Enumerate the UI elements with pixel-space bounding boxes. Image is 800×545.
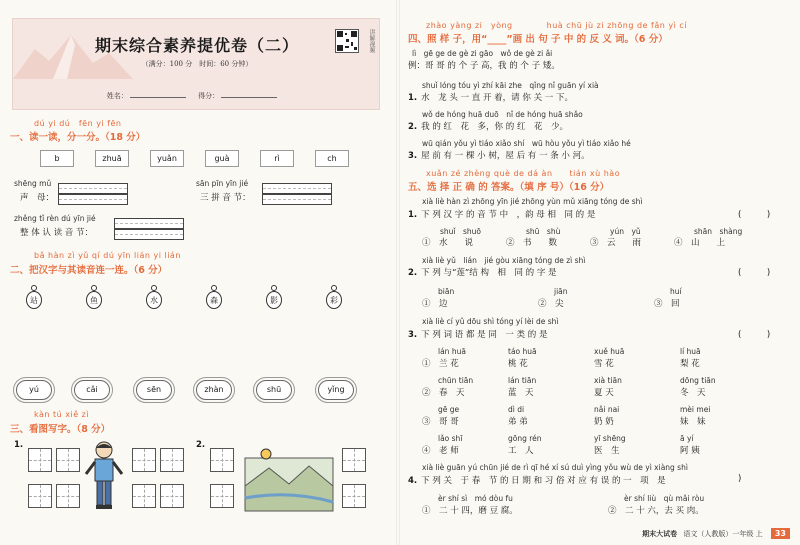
shengmu-answer-line[interactable] xyxy=(58,194,128,205)
q1-number: 1. xyxy=(14,440,24,450)
question: 1. 下 列 汉 字 的 音 节 中 ，韵 母 相 同 的 是 xyxy=(408,210,596,220)
example-text: 例：哥 哥 的 个 子 高，我 的 个 子 矮。 xyxy=(408,61,560,71)
exam-info: （满分：100 分 时间：60 分钟） xyxy=(141,60,253,68)
opt-pinyin: mèi mei xyxy=(680,405,711,414)
name-label: 姓名： xyxy=(106,92,128,100)
writing-grid[interactable] xyxy=(132,448,156,472)
section2-pinyin: bǎ hàn zì yǔ qí dú yīn lián yi lián xyxy=(34,251,181,260)
qr-code-icon[interactable] xyxy=(335,29,359,53)
zhengti-label: 整 体 认 读 音 节： xyxy=(20,228,94,238)
opt-pinyin: èr shí sì mó dòu fu xyxy=(438,494,513,503)
section4-title: 四、照 样 子，用“____”画 出 句 子 中 的 反 义 词。（6 分） xyxy=(408,34,668,45)
syllable-card[interactable]: b xyxy=(40,150,74,167)
shengmu-label: 声 母： xyxy=(20,193,55,203)
opt-pinyin: shān shàng xyxy=(694,227,743,236)
q-pinyin: xià liè cí yǔ dōu shì tóng yí lèi de shì xyxy=(422,317,559,326)
writing-grid[interactable] xyxy=(28,448,52,472)
section5-title: 五、选 择 正 确 的 答案。（填 序 号）（16 分） xyxy=(408,182,610,193)
option: 夏 天 xyxy=(594,388,614,398)
section4-pinyin: zhào yàng zi yòng huà chū jù zi zhōng de fǎn yì cí xyxy=(426,21,687,30)
option: 冬 天 xyxy=(680,388,706,398)
opt-pinyin: gōng rén xyxy=(508,434,542,443)
opt-pinyin: lǎo shī xyxy=(438,434,463,443)
writing-grid[interactable] xyxy=(56,484,80,508)
option: 工 人 xyxy=(508,446,534,456)
name-score-bar xyxy=(13,91,381,101)
section1-pinyin: dú yi dú fēn yi fēn xyxy=(34,119,122,128)
sanpin-label: 三 拼 音 节： xyxy=(200,193,251,203)
option: 弟 弟 xyxy=(508,417,528,427)
syllable-card[interactable]: guà xyxy=(205,150,239,167)
opt-pinyin: huí xyxy=(670,287,682,296)
answer-blank[interactable]: ( ) xyxy=(738,210,771,220)
reading-cloud[interactable]: sēn xyxy=(136,380,172,400)
question: 4. 下 列 关 于 春 节 的 日 期 和 习 俗 对 应 有 误 的 一 项 是 xyxy=(408,476,666,486)
opt-pinyin: chūn tiān xyxy=(438,376,474,385)
reading-cloud[interactable]: yǐng xyxy=(318,380,354,400)
s4-item: 1. 水 龙 头 一 直 开 着，请 你 关 一 下。 xyxy=(408,93,573,103)
score-field[interactable] xyxy=(221,97,277,98)
section1-title: 一、读一读，分一分。（18 分） xyxy=(10,132,146,143)
shengmu-pinyin: shēng mǔ xyxy=(14,179,52,188)
syllable-card[interactable]: zhuā xyxy=(95,150,129,167)
opt-pinyin: gē ge xyxy=(438,405,460,414)
zhengti-answer-line[interactable] xyxy=(114,218,184,229)
q2-number: 2. xyxy=(196,440,206,450)
s4-item: 2. 我 的 红 花 多，你 的 红 花 少。 xyxy=(408,122,568,132)
qr-label: 讲解视频 xyxy=(368,29,375,53)
q-pinyin: xià liè hàn zì zhōng yīn jié zhōng yùn mǔ xiāng tóng de shì xyxy=(422,197,643,206)
option[interactable]: ② 春 天 xyxy=(422,388,465,398)
writing-grid[interactable] xyxy=(342,448,366,472)
option[interactable]: ③ 回 xyxy=(654,299,680,309)
opt-pinyin: dōng tiān xyxy=(680,376,716,385)
option[interactable]: ④ 山 上 xyxy=(674,238,726,248)
writing-grid[interactable] xyxy=(28,484,52,508)
boy-illustration-icon xyxy=(84,440,124,520)
opt-pinyin: shū shù xyxy=(526,227,561,236)
opt-pinyin: jiān xyxy=(554,287,568,296)
opt-pinyin: biān xyxy=(438,287,455,296)
option[interactable]: ① 二 十 四，磨 豆 腐。 xyxy=(422,506,518,516)
writing-grid[interactable] xyxy=(342,484,366,508)
section2-title: 二、把汉字与其读音连一连。（6 分） xyxy=(10,265,168,276)
section5-pinyin: xuǎn zé zhèng què de dá àn tián xù hào xyxy=(426,169,621,178)
q-pinyin: xià liè guān yú chūn jié de rì qī hé xí sú duì yìng yǒu wù de yì xiàng shì xyxy=(422,463,688,472)
option: 桃 花 xyxy=(508,359,528,369)
reading-cloud[interactable]: yú xyxy=(16,380,52,400)
option: 医 生 xyxy=(594,446,620,456)
opt-pinyin: xuě huā xyxy=(594,347,625,356)
reading-cloud[interactable]: shū xyxy=(256,380,292,400)
option: 奶 奶 xyxy=(594,417,614,427)
s4-item: 3. 屋 前 有 一 棵 小 树，屋 后 有 一 条 小 河。 xyxy=(408,151,590,161)
opt-pinyin: shuǐ shuō xyxy=(440,227,482,236)
option[interactable]: ① 兰 花 xyxy=(422,359,459,369)
gourd-char-card[interactable]: 水 xyxy=(144,285,164,311)
option: 梨 花 xyxy=(680,359,700,369)
question: 3. 下 列 词 语 都 是 同 一 类 的 是 xyxy=(408,330,548,340)
s4-item-pinyin: wū qián yǒu yì tiáo xiǎo shí wū hòu yǒu yì tiáo xiǎo hé xyxy=(422,139,631,148)
option[interactable]: ① 水 说 xyxy=(422,238,474,248)
option[interactable]: ② 书 数 xyxy=(506,238,558,248)
writing-grid[interactable] xyxy=(210,484,234,508)
page-number: 33 xyxy=(771,528,790,539)
writing-grid[interactable] xyxy=(132,484,156,508)
opt-pinyin: lán huā xyxy=(438,347,466,356)
answer-blank[interactable]: ) xyxy=(738,474,742,484)
left-page xyxy=(0,0,398,545)
sanpin-answer-line[interactable] xyxy=(262,183,332,194)
s4-item-pinyin: wǒ de hóng huā duō nǐ de hóng huā shǎo xyxy=(422,110,583,119)
footer-info: 语文（人教版）一年级 上 xyxy=(683,530,763,538)
answer-blank[interactable]: ( ) xyxy=(738,268,771,278)
sanpin-pinyin: sān pīn yīn jié xyxy=(196,179,249,188)
question: 2. 下 列 与“莲”结 构 相 同 的 字 是 xyxy=(408,268,557,278)
zhengti-pinyin: zhěng tǐ rèn dú yīn jié xyxy=(14,214,96,223)
option: 妹 妹 xyxy=(680,417,706,427)
s4-item-pinyin: shuǐ lóng tóu yì zhí kāi zhe qǐng nǐ guān yí xià xyxy=(422,81,599,90)
opt-pinyin: lán tiān xyxy=(508,376,537,385)
reading-cloud[interactable]: zhàn xyxy=(196,380,232,400)
section3-pinyin: kàn tú xiě zì xyxy=(34,410,90,419)
option: 阿 姨 xyxy=(680,446,700,456)
opt-pinyin: yún yǔ xyxy=(610,227,641,236)
gourd-char-card[interactable]: 影 xyxy=(264,285,284,311)
gourd-char-card[interactable]: 彩 xyxy=(324,285,344,311)
opt-pinyin: táo huā xyxy=(508,347,537,356)
name-field[interactable] xyxy=(130,97,186,98)
landscape-illustration-icon xyxy=(244,446,334,512)
opt-pinyin: nǎi nai xyxy=(594,405,620,414)
opt-pinyin: lí huā xyxy=(680,347,701,356)
page-title: 期末综合素养提优卷（二） xyxy=(94,38,299,55)
shengmu-answer-line[interactable] xyxy=(58,183,128,194)
option: 雪 花 xyxy=(594,359,614,369)
writing-grid[interactable] xyxy=(160,448,184,472)
example-pinyin: lì gē ge de gè zi gāo wǒ de gè zi ǎi xyxy=(412,49,553,58)
writing-grid[interactable] xyxy=(56,448,80,472)
option[interactable]: ① 边 xyxy=(422,299,448,309)
reading-cloud[interactable]: cǎi xyxy=(74,380,110,400)
opt-pinyin: xià tiān xyxy=(594,376,622,385)
opt-pinyin: ā yí xyxy=(680,434,694,443)
q-pinyin: xià liè yǔ lián jié gòu xiāng tóng de zì shì xyxy=(422,256,586,265)
exam-header xyxy=(12,18,380,110)
option[interactable]: ④ 老 师 xyxy=(422,446,459,456)
syllable-card[interactable]: yuǎn xyxy=(150,150,184,167)
option[interactable]: ③ 哥 哥 xyxy=(422,417,459,427)
writing-grid[interactable] xyxy=(160,484,184,508)
section3-title: 三、看图写字。（8 分） xyxy=(10,424,111,435)
answer-blank[interactable]: ( ) xyxy=(738,330,771,340)
page-footer xyxy=(642,528,790,539)
opt-pinyin: dì di xyxy=(508,405,525,414)
syllable-card[interactable]: rì xyxy=(260,150,294,167)
footer-brand: 期末大试卷 xyxy=(642,530,678,538)
score-label: 得分： xyxy=(198,92,220,100)
writing-grid[interactable] xyxy=(210,448,234,472)
option[interactable]: ③ 云 雨 xyxy=(590,238,642,248)
right-page xyxy=(398,0,800,545)
option[interactable]: ② 尖 xyxy=(538,299,564,309)
gourd-char-card[interactable]: 鱼 xyxy=(84,285,104,311)
option[interactable]: ② 二 十 六，去 买 肉。 xyxy=(608,506,704,516)
gourd-char-card[interactable]: 站 xyxy=(24,285,44,311)
opt-pinyin: èr shí liù qù mǎi ròu xyxy=(624,494,705,503)
sanpin-answer-line[interactable] xyxy=(262,194,332,205)
gourd-char-card[interactable]: 森 xyxy=(204,285,224,311)
syllable-card[interactable]: ch xyxy=(315,150,349,167)
opt-pinyin: yī shēng xyxy=(594,434,626,443)
zhengti-answer-line[interactable] xyxy=(114,229,184,240)
option: 蓝 天 xyxy=(508,388,534,398)
